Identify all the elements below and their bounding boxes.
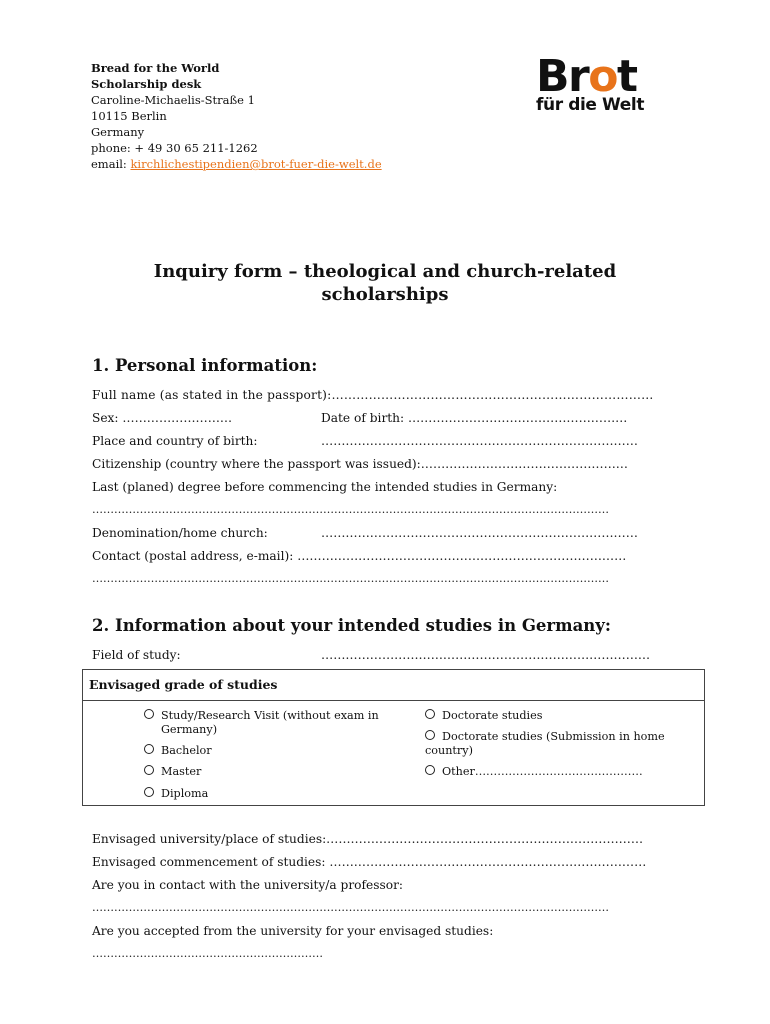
accepted-field[interactable]: ……………………………………………………… [92,947,323,960]
sex-dob-row [92,411,628,425]
envisaged-commencement-field[interactable]: Envisaged commencement of studies: …………………………………………………………………… [92,855,647,869]
section-2-heading: 2. Information about your intended studies in Germany: [92,616,611,635]
brot-fuer-die-welt-logo [536,51,666,115]
date-of-birth-field[interactable]: Date of birth: ……………………………………………… [321,411,628,425]
radio-icon[interactable] [425,730,435,740]
street: Caroline-Michaelis-Straße 1 [91,93,255,107]
denomination-row [92,526,638,540]
last-degree-label: Last (planed) degree before commencing the intended studies in Germany: [92,480,558,494]
section-1-heading: 1. Personal information: [92,356,318,375]
contact-professor-field[interactable]: …………………………………………………………………………………………………………………………… [92,901,609,914]
field-of-study-field[interactable]: ……………………………………………………………………… [321,648,651,662]
field-of-study-row [92,648,651,662]
contact-professor-label: Are you in contact with the university/a professor: [92,878,404,892]
email-line [91,156,382,172]
option-doctorate-home-country[interactable]: Doctorate studies (Submission in home [425,730,665,744]
envisaged-university-field[interactable]: Envisaged university/place of studies:…………………………………………………………………… [92,832,644,846]
option-diploma[interactable]: Diploma [144,787,208,801]
sex-field[interactable]: Sex: ……………………… [92,411,233,425]
citizenship-field[interactable]: Citizenship (country where the passport was issued):…………………………………………… [92,457,628,471]
contact-field-continued[interactable]: …………………………………………………………………………………………………………………………… [92,572,609,585]
sender-address [91,60,382,172]
place-of-birth-field[interactable]: …………………………………………………………………… [321,434,638,448]
option-doctorate-studies[interactable]: Doctorate studies [425,709,542,723]
place-of-birth-label: Place and country of birth: [92,434,258,448]
full-name-field[interactable]: Full name (as stated in the passport):…………………………………………………………………… [92,388,654,402]
option-master[interactable]: Master [144,765,201,779]
desk-name: Scholarship desk [91,77,202,91]
option-doctorate-home-country-cont: country) [425,744,473,757]
radio-icon[interactable] [144,787,154,797]
logo-wordmark: Brot [536,51,637,102]
option-bachelor[interactable]: Bachelor [144,744,212,758]
phone: phone: + 49 30 65 211-1262 [91,141,258,155]
last-degree-field[interactable]: …………………………………………………………………………………………………………………………… [92,503,609,516]
country: Germany [91,125,145,139]
option-study-research-visit-cont: Germany) [161,723,218,736]
org-name: Bread for the World [91,61,220,75]
radio-icon[interactable] [144,765,154,775]
page-title: Inquiry form – theological and church-related scholarships [153,261,617,305]
option-study-research-visit[interactable]: Study/Research Visit (without exam in [144,709,379,723]
email-link[interactable]: kirchlichestipendien@brot-fuer-die-welt.de [130,157,382,171]
logo-subtitle: für die Welt [536,95,645,115]
radio-icon[interactable] [144,744,154,754]
radio-icon[interactable] [425,709,435,719]
radio-icon[interactable] [425,765,435,775]
grade-table-header: Envisaged grade of studies [83,670,704,701]
denomination-label: Denomination/home church: [92,526,268,540]
radio-icon[interactable] [144,709,154,719]
email-label: email: [91,157,131,171]
city: 10115 Berlin [91,109,167,123]
denomination-field[interactable]: …………………………………………………………………… [321,526,638,540]
place-of-birth-row [92,434,638,448]
accepted-label: Are you accepted from the university for your envisaged studies: [92,924,494,938]
field-of-study-label: Field of study: [92,648,181,662]
option-other[interactable]: Other……………………………………… [425,765,643,779]
contact-field[interactable]: Contact (postal address, e-mail): ……………………………………………………………………… [92,549,627,563]
